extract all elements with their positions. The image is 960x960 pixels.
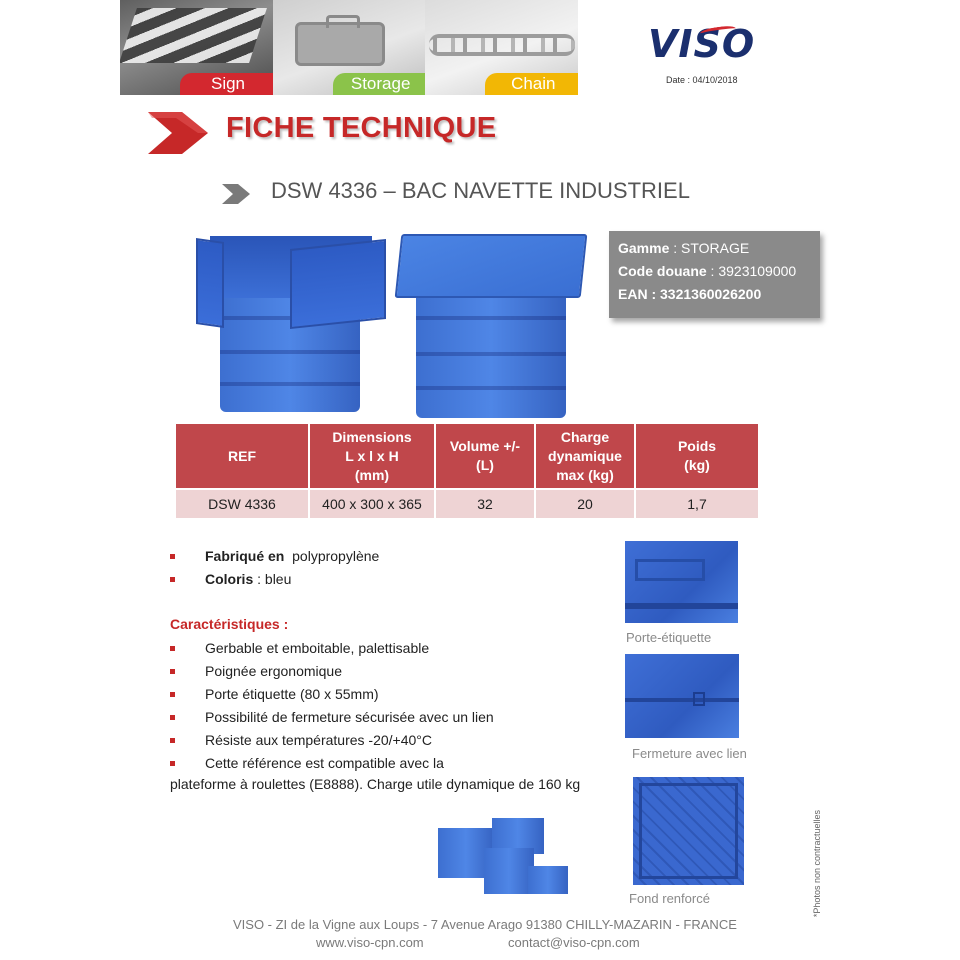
footer-address: VISO - ZI de la Vigne aux Loups - 7 Avenue Arago 91380 CHILLY-MAZARIN - FRANCE	[233, 917, 737, 932]
douane-value: : 3923109000	[706, 263, 797, 279]
features-wrap-line: plateforme à roulettes (E8888). Charge utile dynamique de 160 kg	[170, 776, 581, 792]
road-stripes-image	[120, 8, 267, 63]
product-info-box	[609, 231, 820, 318]
gamme-label: Gamme	[618, 240, 670, 256]
douane-line	[618, 260, 811, 283]
viso-logo: VISO	[648, 22, 756, 66]
material-list	[170, 545, 379, 591]
list-item: Fabriqué en polypropylène	[170, 545, 379, 568]
footer-email-link[interactable]: contact@viso-cpn.com	[508, 935, 640, 950]
header-volume: Volume +/- (L)	[435, 423, 535, 489]
chain-image	[429, 34, 575, 56]
title-chevron-icon	[148, 110, 210, 156]
document-date: Date : 04/10/2018	[666, 75, 738, 85]
cell-ref: DSW 4336	[175, 489, 309, 519]
page-title: FICHE TECHNIQUE	[226, 112, 497, 144]
storage-case-image	[295, 22, 385, 66]
list-item: Possibilité de fermeture sécurisée avec un lien	[170, 706, 494, 729]
list-item: Gerbable et emboitable, palettisable	[170, 637, 494, 660]
banner-tile-sign	[120, 0, 273, 95]
footer-website-link[interactable]: www.viso-cpn.com	[316, 935, 424, 950]
banner-label-storage: Storage	[333, 73, 426, 95]
cell-poids: 1,7	[635, 489, 759, 519]
banner-tile-chain	[425, 0, 578, 95]
banner-label-chain: Chain	[485, 73, 578, 95]
table-header-row	[175, 423, 759, 489]
header-ref: REF	[175, 423, 309, 489]
header-dimensions: Dimensions L x l x H (mm)	[309, 423, 435, 489]
list-item: Cette référence est compatible avec la	[170, 752, 494, 775]
douane-label: Code douane	[618, 263, 707, 279]
gamme-line	[618, 237, 811, 260]
banner-tile-storage	[273, 0, 426, 95]
subtitle-chevron-icon	[222, 182, 252, 206]
reinforced-base-photo	[633, 777, 744, 885]
ean-line	[618, 283, 811, 306]
stacked-crates-image	[438, 818, 570, 896]
ean-value: 3321360026200	[660, 286, 762, 302]
cell-dimensions: 400 x 300 x 365	[309, 489, 435, 519]
lid-closure-photo	[625, 654, 739, 738]
list-item: Coloris : bleu	[170, 568, 379, 591]
table-row	[175, 489, 759, 519]
list-item: Résiste aux températures -20/+40°C	[170, 729, 494, 752]
features-heading: Caractéristiques :	[170, 616, 289, 632]
ean-label: EAN :	[618, 286, 657, 302]
list-item: Porte étiquette (80 x 55mm)	[170, 683, 494, 706]
cell-volume: 32	[435, 489, 535, 519]
banner-label-sign: Sign	[180, 73, 273, 95]
header-poids: Poids (kg)	[635, 423, 759, 489]
label-holder-photo	[625, 541, 738, 623]
header-banner	[120, 0, 578, 95]
disclaimer: *Photos non contractuelles	[812, 810, 822, 918]
crate-open-image	[196, 226, 388, 414]
header-charge: Charge dynamique max (kg)	[535, 423, 635, 489]
list-item: Poignée ergonomique	[170, 660, 494, 683]
crate-closed-image	[398, 230, 586, 420]
reinforced-base-caption: Fond renforcé	[629, 891, 710, 906]
gamme-value: : STORAGE	[669, 240, 750, 256]
features-list	[170, 637, 494, 775]
label-holder-caption: Porte-étiquette	[626, 630, 712, 645]
spec-table	[174, 422, 760, 520]
cell-charge: 20	[535, 489, 635, 519]
product-subtitle: DSW 4336 – BAC NAVETTE INDUSTRIEL	[271, 178, 690, 203]
lid-closure-caption: Fermeture avec lien	[632, 746, 747, 761]
